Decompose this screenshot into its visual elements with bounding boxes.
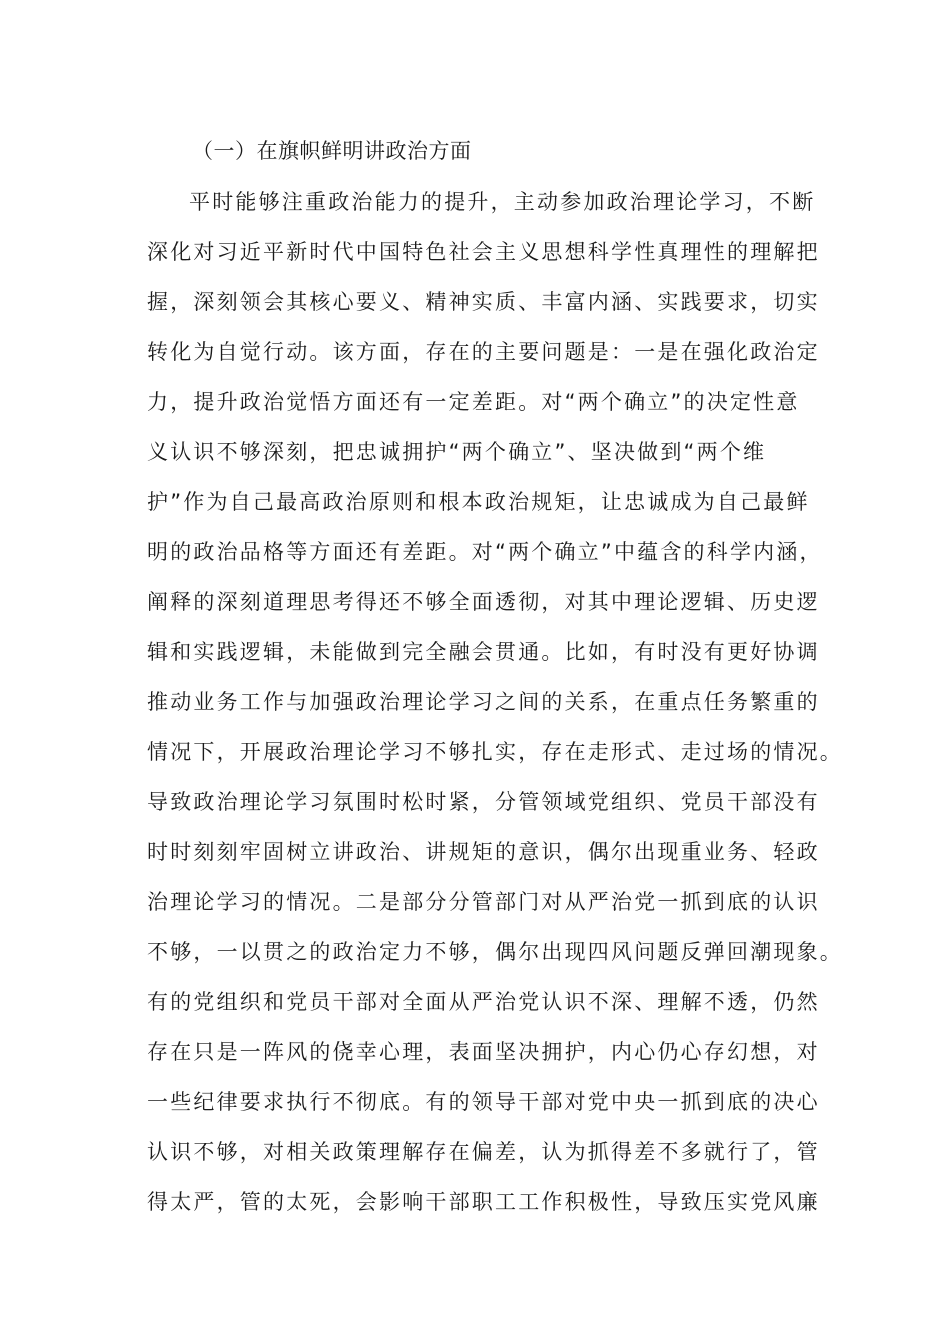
paragraph-line: 推动业务工作与加强政治理论学习之间的关系，在重点任务繁重的: [147, 690, 820, 714]
paragraph-line: 导致政治理论学习氛围时松时紧，分管领域党组织、党员干部没有: [147, 790, 820, 814]
paragraph-line: 握，深刻领会其核心要义、精神实质、丰富内涵、实践要求，切实: [147, 290, 820, 314]
paragraph-line: 力，提升政治觉悟方面还有一定差距。对“两个确立”的决定性意: [147, 390, 800, 414]
paragraph-line: 辑和实践逻辑，未能做到完全融会贯通。比如，有时没有更好协调: [147, 640, 820, 664]
paragraph-line: 不够，一以贯之的政治定力不够，偶尔出现四风问题反弹回潮现象。: [147, 940, 843, 964]
paragraph-line: 明的政治品格等方面还有差距。对“两个确立”中蕴含的科学内涵，: [147, 540, 823, 564]
section-heading: （一）在旗帜鲜明讲政治方面: [192, 139, 472, 163]
paragraph-line: 义认识不够深刻，把忠诚拥护“两个确立”、坚决做到“两个维: [147, 440, 767, 464]
paragraph-line: 转化为自觉行动。该方面，存在的主要问题是：一是在强化政治定: [147, 340, 820, 364]
paragraph-line: 平时能够注重政治能力的提升，主动参加政治理论学习，不断: [189, 190, 816, 214]
paragraph-line: 得太严，管的太死，会影响干部职工工作积极性，导致压实党风廉: [147, 1190, 820, 1214]
paragraph-line: 治理论学习的情况。二是部分分管部门对从严治党一抓到底的认识: [147, 890, 820, 914]
paragraph-line: 存在只是一阵风的侥幸心理，表面坚决拥护，内心仍心存幻想，对: [147, 1040, 820, 1064]
paragraph-line: 护”作为自己最高政治原则和根本政治规矩，让忠诚成为自己最鲜: [147, 490, 810, 514]
paragraph-line: 一些纪律要求执行不彻底。有的领导干部对党中央一抓到底的决心: [147, 1090, 820, 1114]
paragraph-line: 深化对习近平新时代中国特色社会主义思想科学性真理性的理解把: [147, 240, 820, 264]
paragraph-line: 时时刻刻牢固树立讲政治、讲规矩的意识，偶尔出现重业务、轻政: [147, 840, 820, 864]
paragraph-line: 认识不够，对相关政策理解存在偏差，认为抓得差不多就行了，管: [147, 1140, 820, 1164]
paragraph-line: 情况下，开展政治理论学习不够扎实，存在走形式、走过场的情况。: [147, 740, 843, 764]
paragraph-body: [147, 177, 843, 1227]
paragraph-line: 有的党组织和党员干部对全面从严治党认识不深、理解不透，仍然: [147, 990, 820, 1014]
paragraph-line: 阐释的深刻道理思考得还不够全面透彻，对其中理论逻辑、历史逻: [147, 590, 820, 614]
